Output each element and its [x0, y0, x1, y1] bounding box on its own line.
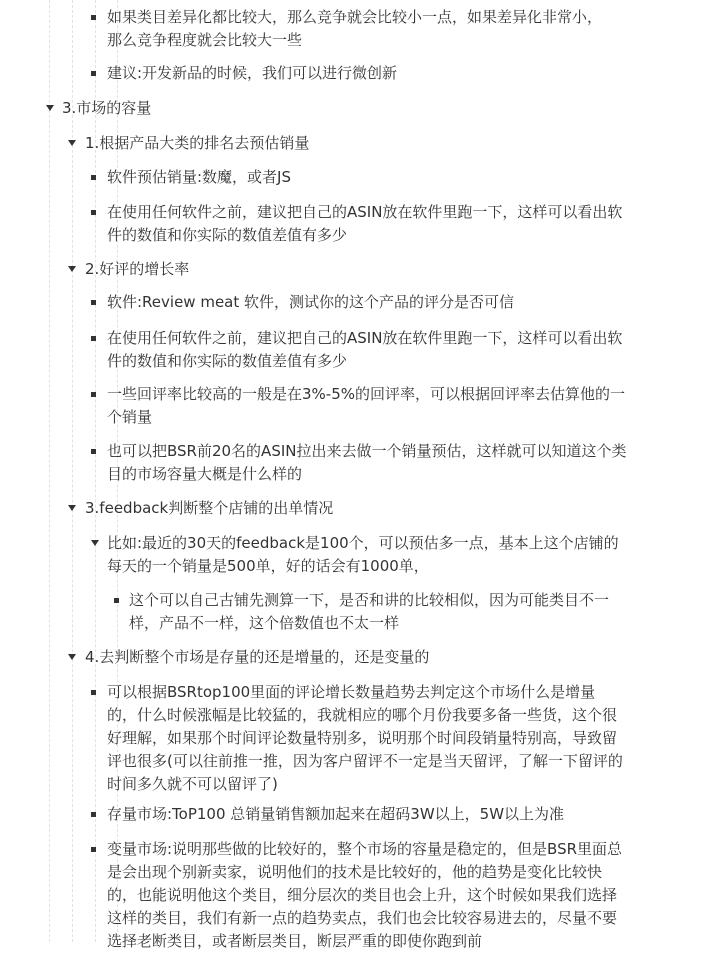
heading-text: 4.去判断整个市场是存量的还是增量的，还是变量的	[85, 648, 430, 666]
bullet-square-icon	[91, 210, 96, 215]
heading-text: 2.好评的增长率	[85, 260, 190, 278]
bullet-square-icon	[91, 71, 96, 76]
bullet-text: 变量市场:说明那些做的比较好的，整个市场的容量是稳定的，但是BSR里面总是会出现个别新卖家，说明他们的技术是比较好的，他的趋势是变化比较快的，也能说明他这个类目，细分层次的类目也会上升，这个时候如果我们选择这样的类目，我们有新一点的趋势卖点，我们也会比较容易进去的，尽量不要选择老断类目，或者断层类目，断层严重的即使你跑到前	[107, 840, 623, 950]
collapse-triangle-icon[interactable]	[68, 654, 76, 660]
bullet-text: 建议:开发新品的时候，我们可以进行微创新	[107, 64, 398, 82]
bullet-square-icon	[91, 449, 96, 454]
collapse-triangle-icon[interactable]	[68, 505, 76, 511]
heading-text: 1.根据产品大类的排名去预估销量	[85, 134, 310, 152]
bullet-square-icon	[114, 598, 119, 603]
bullet-text: 如果类目差异化都比较大，那么竞争就会比较小一点，如果差异化非常小，那么竞争程度就会比较大一些	[107, 8, 603, 49]
bullet-square-icon	[91, 812, 96, 817]
bullet-text: 可以根据BSRtop100里面的评论增长数量趋势去判定这个市场什么是增量的，什么时候涨幅是比较猛的，我就相应的哪个月份我要多备一些货，这个很好理解，如果那个时间评论数量特别多，说明那个时间段销量特别高，导致留评也很多(可以往前推一推，因为客户留评不一定是当天留评，了解一下留评的时间多久就不可以留评了)	[107, 683, 623, 793]
bullet-square-icon	[91, 175, 96, 180]
heading-text: 3.市场的容量	[62, 99, 152, 117]
bullet-square-icon	[91, 847, 96, 852]
bullet-text: 在使用任何软件之前，建议把自己的ASIN放在软件里跑一下，这样可以看出软件的数值和你实际的数值差值有多少	[107, 203, 623, 244]
bullet-text: 一些回评率比较高的一般是在3%-5%的回评率，可以根据回评率去估算他的一个销量	[107, 385, 626, 426]
bullet-text: 软件预估销量:数魔，或者JS	[107, 168, 292, 186]
heading-text: 3.feedback判断整个店铺的出单情况	[85, 499, 334, 517]
collapse-triangle-icon[interactable]	[68, 140, 76, 146]
bullet-square-icon	[91, 336, 96, 341]
bullet-square-icon	[91, 15, 96, 20]
bullet-text: 也可以把BSR前20名的ASIN拉出来去做一个销量预估，这样就可以知道这个类目的市场容量大概是什么样的	[107, 442, 627, 483]
bullet-text: 这个可以自己古铺先测算一下，是否和讲的比较相似，因为可能类目不一样，产品不一样，这个倍数值也不太一样	[129, 591, 610, 632]
collapse-triangle-icon[interactable]	[68, 266, 76, 272]
collapse-triangle-icon[interactable]	[91, 540, 99, 546]
bullet-text: 软件:Review meat 软件，测试你的这个产品的评分是否可信	[107, 293, 515, 311]
bullet-square-icon	[91, 300, 96, 305]
bullet-text: 在使用任何软件之前，建议把自己的ASIN放在软件里跑一下，这样可以看出软件的数值和你实际的数值差值有多少	[107, 329, 623, 370]
bullet-square-icon	[91, 392, 96, 397]
collapse-triangle-icon[interactable]	[46, 105, 54, 111]
bullet-square-icon	[91, 690, 96, 695]
bullet-text: 存量市场:ToP100 总销量销售额加起来在超码3W以上，5W以上为准	[107, 805, 565, 823]
bullet-text: 比如:最近的30天的feedback是100个，可以预估多一点，基本上这个店铺的每天的一个销量是500单，好的话会有1000单，	[107, 534, 619, 575]
indent-guide-level-1	[49, 0, 50, 942]
